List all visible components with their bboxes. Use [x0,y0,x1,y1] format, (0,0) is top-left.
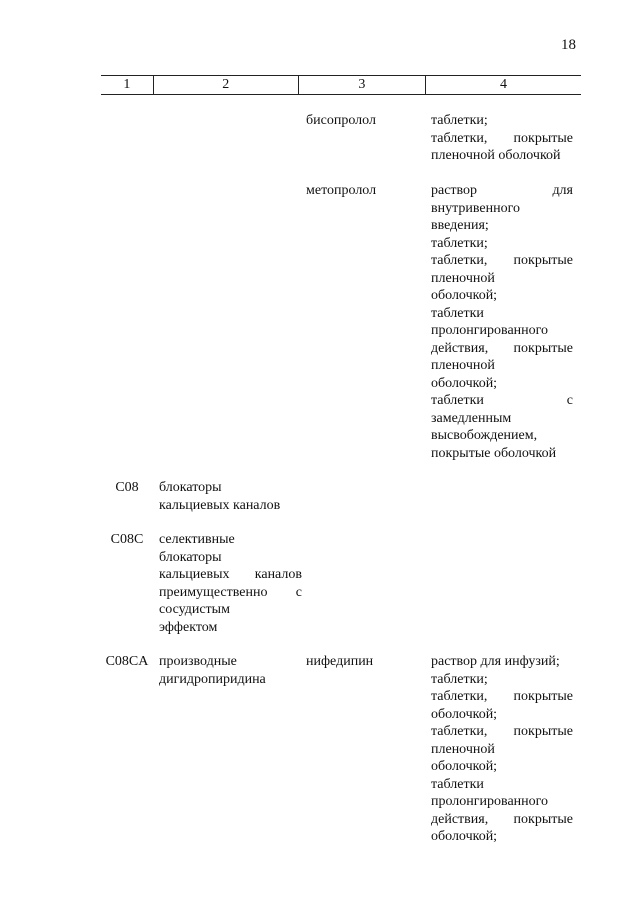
form-word: покрытые [513,340,573,356]
form-line: внутривенного [431,200,521,216]
group-word: кальциевых [159,567,230,582]
form-line [431,723,573,741]
form-line: пролонгированного [431,794,549,809]
page-number: 18 [561,37,576,53]
form-line: раствор для инфузий; [431,654,560,669]
form-line: замедленным [431,410,512,426]
form-word: действия, [431,340,489,356]
form-word: таблетки, [431,689,488,704]
form-line: таблетки [431,776,484,792]
group-line: эффектом [159,619,218,635]
form-line [431,811,573,829]
form-line: покрытые оболочкой [431,445,557,461]
group-word: каналов [254,567,302,582]
form-line [431,182,573,200]
group-line: сосудистым [159,602,230,617]
drug-name-bisoprolol: бисопролол [306,113,376,128]
form-word: таблетки [431,393,484,408]
form-word: таблетки, [431,253,488,268]
form-line: оболочкой; [431,829,498,844]
header-col-4: 4 [499,77,507,92]
form-line: оболочкой; [431,759,498,774]
atc-code-c08ca: C08CA [105,654,149,669]
form-word: покрытые [513,724,573,739]
group-line: селективные [159,532,235,547]
form-word: таблетки, [431,130,488,146]
form-line [431,392,573,410]
header-col-2: 2 [154,76,299,94]
group-word: преимущественно [159,584,268,600]
group-line [159,584,302,602]
form-line [431,252,573,270]
form-line [431,130,573,148]
table-header [101,75,581,95]
form-line: пленочной [431,741,495,757]
group-name-c08ca [159,653,301,688]
form-word: с [566,393,573,408]
form-line: оболочкой; [431,375,498,391]
form-line: таблетки; [431,671,488,687]
form-word: покрытые [513,811,573,827]
group-name-c08c [159,531,302,636]
form-word: покрытые [513,253,573,268]
form-line [431,688,573,706]
form-word: для [552,183,573,198]
drug-name-metoprolol: метопролол [306,183,377,198]
form-line: пленочной [431,358,495,373]
group-word: с [295,584,302,600]
header-col-3: 3 [299,76,426,94]
form-word: таблетки, [431,724,488,739]
dosage-forms-nifedipine [431,653,573,846]
group-line: производные [159,654,237,669]
group-line [159,566,302,584]
form-line: таблетки [431,305,484,321]
form-line: оболочкой; [431,706,498,722]
form-line [431,340,573,358]
group-line: дигидропиридина [159,671,266,687]
form-word: действия, [431,811,489,827]
form-line: таблетки; [431,235,488,251]
form-line: высвобождением, [431,428,538,443]
group-line: блокаторы [159,480,222,495]
atc-code-c08c: C08C [110,532,144,547]
group-line: блокаторы [159,549,222,565]
form-word: покрытые [513,130,573,146]
group-line: кальциевых каналов [159,497,281,513]
form-line: пролонгированного [431,323,549,338]
dosage-forms-bisoprolol [431,112,573,165]
dosage-forms-metoprolol [431,182,573,462]
form-word: покрытые [513,689,573,704]
form-line: введения; [431,218,489,233]
form-line: таблетки; [431,113,488,128]
group-name-c08 [159,479,301,514]
atc-code-c08: C08 [115,480,139,495]
form-line: оболочкой; [431,288,498,303]
form-line: пленочной [431,270,495,286]
form-word: раствор [431,183,478,198]
form-line: пленочной оболочкой [431,148,561,163]
header-col-1: 1 [101,76,154,94]
drug-name-nifedipine: нифедипин [306,654,374,669]
